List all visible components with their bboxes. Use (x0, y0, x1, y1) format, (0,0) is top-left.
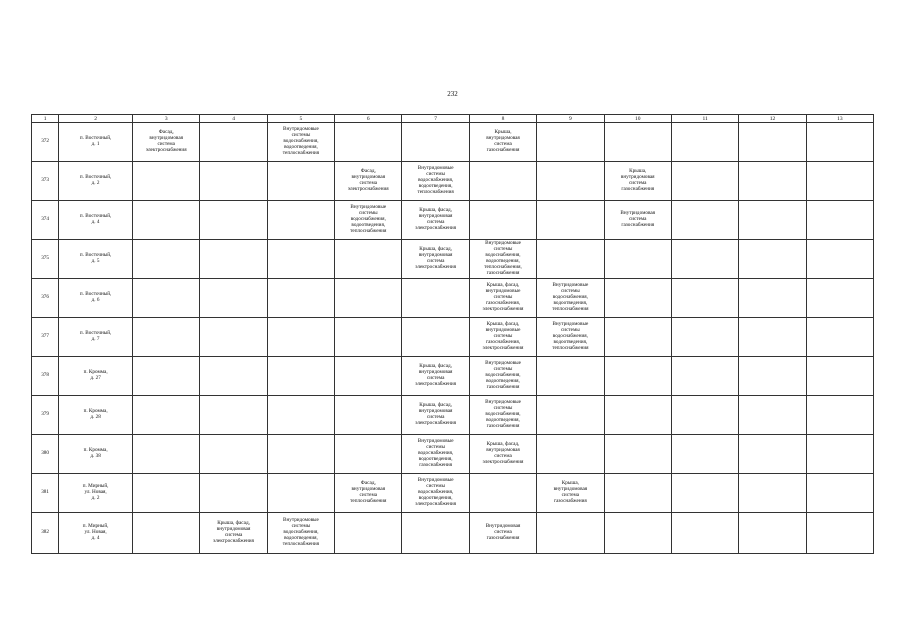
work-cell (604, 318, 671, 357)
work-cell (133, 279, 200, 318)
work-cell: Внутридомовые системы водоснабжения, водоотведения, газоснабжения (469, 357, 536, 396)
work-cell (200, 123, 267, 162)
work-cell (604, 396, 671, 435)
row-number-cell: 381 (32, 474, 59, 513)
row-number-cell: 372 (32, 123, 59, 162)
work-cell: Внутридомовые системы водоснабжения, водоотведения, теплоснабжения (335, 201, 402, 240)
work-cell (806, 201, 873, 240)
address-cell: п. Восточный, д. 2 (59, 162, 133, 201)
work-cell (335, 396, 402, 435)
work-cell (671, 474, 738, 513)
work-cell: Внутридомовая система газоснабжения (469, 513, 536, 554)
work-cell (806, 435, 873, 474)
work-cell: Внутридомовые системы водоснабжения, водоотведения, теплоснабжения (267, 513, 334, 554)
work-cell (200, 357, 267, 396)
row-number-cell: 379 (32, 396, 59, 435)
work-cell (739, 357, 806, 396)
work-cell (267, 435, 334, 474)
work-cell (739, 318, 806, 357)
work-cell: Крыша, фасад, внутридомовая система электроснабжения (469, 435, 536, 474)
work-cell: Внутридомовые системы водоснабжения, водоотведения, газоснабжения (469, 396, 536, 435)
work-cell (537, 240, 604, 279)
work-cell (335, 357, 402, 396)
work-cell (604, 240, 671, 279)
work-cell (335, 435, 402, 474)
column-header: 11 (671, 115, 738, 123)
column-header: 13 (806, 115, 873, 123)
work-cell (671, 396, 738, 435)
work-cell (604, 513, 671, 554)
work-cell (537, 357, 604, 396)
work-cell: Внутридомовые системы водоснабжения, водоотведения, теплоснабжения (267, 123, 334, 162)
work-cell (335, 318, 402, 357)
work-cell (200, 396, 267, 435)
work-cell (806, 123, 873, 162)
work-cell (469, 474, 536, 513)
column-header: 4 (200, 115, 267, 123)
work-cell (267, 474, 334, 513)
address-cell: п. Мирный, ул. Новая, д. 4 (59, 513, 133, 554)
work-cell: Фасад, внутридомовая система электроснабжения (335, 162, 402, 201)
work-cell: Крыша, внутридомовая система газоснабжения (604, 162, 671, 201)
work-cell (537, 435, 604, 474)
work-cell (671, 279, 738, 318)
column-header: 1 (32, 115, 59, 123)
work-cell (537, 513, 604, 554)
address-cell: п. Восточный, д. 1 (59, 123, 133, 162)
work-cell: Внутридомовые системы водоснабжения, водоотведения, теплоснабжения (402, 162, 469, 201)
work-cell: Внутридомовые системы водоснабжения, водоотведения, электроснабжения (402, 474, 469, 513)
row-number-cell: 374 (32, 201, 59, 240)
work-cell: Крыша, фасад, внутридомовые системы газоснабжения, электроснабжения (469, 318, 536, 357)
work-cell (806, 162, 873, 201)
table-row (32, 123, 874, 162)
row-number-cell: 378 (32, 357, 59, 396)
work-cell: Внутридомовые системы водоснабжения, водоотведения, теплоснабжения, газоснабжения (469, 240, 536, 279)
work-cell (739, 201, 806, 240)
address-cell: п. Кромма, д. 28 (59, 396, 133, 435)
work-cell (200, 279, 267, 318)
work-cell (267, 318, 334, 357)
table-row (32, 201, 874, 240)
row-number-cell: 382 (32, 513, 59, 554)
table-row (32, 162, 874, 201)
work-cell: Внутридомовые системы водоснабжения, водоотведения, теплоснабжения (537, 279, 604, 318)
work-cell (267, 162, 334, 201)
work-cell (267, 201, 334, 240)
work-cell (402, 279, 469, 318)
work-cell (604, 435, 671, 474)
work-cell (402, 123, 469, 162)
work-cell (806, 279, 873, 318)
work-cell (671, 513, 738, 554)
work-cell (469, 162, 536, 201)
column-header: 2 (59, 115, 133, 123)
work-cell (604, 474, 671, 513)
work-cell (739, 396, 806, 435)
work-cell (200, 201, 267, 240)
row-number-cell: 375 (32, 240, 59, 279)
work-cell (133, 162, 200, 201)
work-cell (806, 513, 873, 554)
row-number-cell: 373 (32, 162, 59, 201)
address-cell: п. Кромма, д. 27 (59, 357, 133, 396)
work-cell (671, 435, 738, 474)
work-cell (739, 435, 806, 474)
address-cell: п. Мирный, ул. Новая, д. 2 (59, 474, 133, 513)
work-cell (335, 240, 402, 279)
work-cell (402, 513, 469, 554)
work-cell (537, 396, 604, 435)
work-cell: Внутридомовая система газоснабжения (604, 201, 671, 240)
work-cell: Фасад, внутридомовая система электроснабжения (133, 123, 200, 162)
work-cell (133, 513, 200, 554)
work-cell (267, 279, 334, 318)
address-cell: п. Восточный, д. 4 (59, 201, 133, 240)
work-cell (200, 162, 267, 201)
work-cell (335, 123, 402, 162)
work-cell (671, 240, 738, 279)
work-cell (537, 123, 604, 162)
work-cell (739, 279, 806, 318)
work-cell: Крыша, фасад, внутридомовая система электроснабжения (200, 513, 267, 554)
work-cell: Крыша, фасад, внутридомовая система электроснабжения (402, 240, 469, 279)
work-cell (133, 318, 200, 357)
column-header: 10 (604, 115, 671, 123)
address-cell: п. Восточный, д. 7 (59, 318, 133, 357)
column-header: 8 (469, 115, 536, 123)
work-cell (133, 435, 200, 474)
work-cell (537, 201, 604, 240)
work-cell (537, 162, 604, 201)
table-row (32, 240, 874, 279)
address-cell: п. Кромма, д. 38 (59, 435, 133, 474)
work-cell (806, 474, 873, 513)
work-cell (335, 513, 402, 554)
repair-schedule-table (31, 114, 874, 554)
work-cell: Фасад, внутридомовая система теплоснабжения (335, 474, 402, 513)
column-header: 7 (402, 115, 469, 123)
work-cell: Крыша, фасад, внутридомовые системы газоснабжения, электроснабжения (469, 279, 536, 318)
table-row (32, 474, 874, 513)
work-cell (806, 357, 873, 396)
page-number: 232 (447, 90, 458, 98)
work-cell (469, 201, 536, 240)
work-cell (335, 279, 402, 318)
table-row (32, 318, 874, 357)
column-header: 12 (739, 115, 806, 123)
work-cell (806, 318, 873, 357)
column-header: 3 (133, 115, 200, 123)
row-number-cell: 377 (32, 318, 59, 357)
work-cell (671, 201, 738, 240)
work-cell (671, 318, 738, 357)
work-cell (402, 318, 469, 357)
address-cell: п. Восточный, д. 5 (59, 240, 133, 279)
work-cell: Внутридомовые системы водоснабжения, водоотведения, газоснабжения (402, 435, 469, 474)
work-cell (671, 162, 738, 201)
work-cell (133, 357, 200, 396)
work-cell (806, 240, 873, 279)
work-cell (671, 357, 738, 396)
column-number-header-row (32, 115, 874, 123)
work-cell (267, 396, 334, 435)
work-cell (604, 357, 671, 396)
work-cell (671, 123, 738, 162)
work-cell (133, 240, 200, 279)
work-cell (739, 240, 806, 279)
work-cell: Крыша, фасад, внутридомовая система электроснабжения (402, 201, 469, 240)
work-cell (133, 396, 200, 435)
row-number-cell: 380 (32, 435, 59, 474)
work-cell: Внутридомовые системы водоснабжения, водоотведения, теплоснабжения (537, 318, 604, 357)
column-header: 9 (537, 115, 604, 123)
column-header: 5 (267, 115, 334, 123)
work-cell (739, 513, 806, 554)
work-cell (806, 396, 873, 435)
work-cell (739, 474, 806, 513)
work-cell (200, 240, 267, 279)
work-cell (604, 279, 671, 318)
work-cell: Крыша, внутридомовая система газоснабжения (469, 123, 536, 162)
work-cell (267, 240, 334, 279)
work-cell (604, 123, 671, 162)
work-cell: Крыша, фасад, внутридомовая система электроснабжения (402, 357, 469, 396)
work-cell (739, 162, 806, 201)
work-cell: Крыша, внутридомовая система газоснабжения (537, 474, 604, 513)
work-cell (133, 201, 200, 240)
address-cell: п. Восточный, д. 6 (59, 279, 133, 318)
table-row (32, 513, 874, 554)
work-cell (200, 318, 267, 357)
work-cell (267, 357, 334, 396)
table-row (32, 396, 874, 435)
work-cell (739, 123, 806, 162)
table-row (32, 279, 874, 318)
work-cell (200, 474, 267, 513)
work-cell (200, 435, 267, 474)
table-row (32, 357, 874, 396)
table-row (32, 435, 874, 474)
row-number-cell: 376 (32, 279, 59, 318)
work-cell (133, 474, 200, 513)
work-cell: Крыша, фасад, внутридомовая система электроснабжения (402, 396, 469, 435)
column-header: 6 (335, 115, 402, 123)
